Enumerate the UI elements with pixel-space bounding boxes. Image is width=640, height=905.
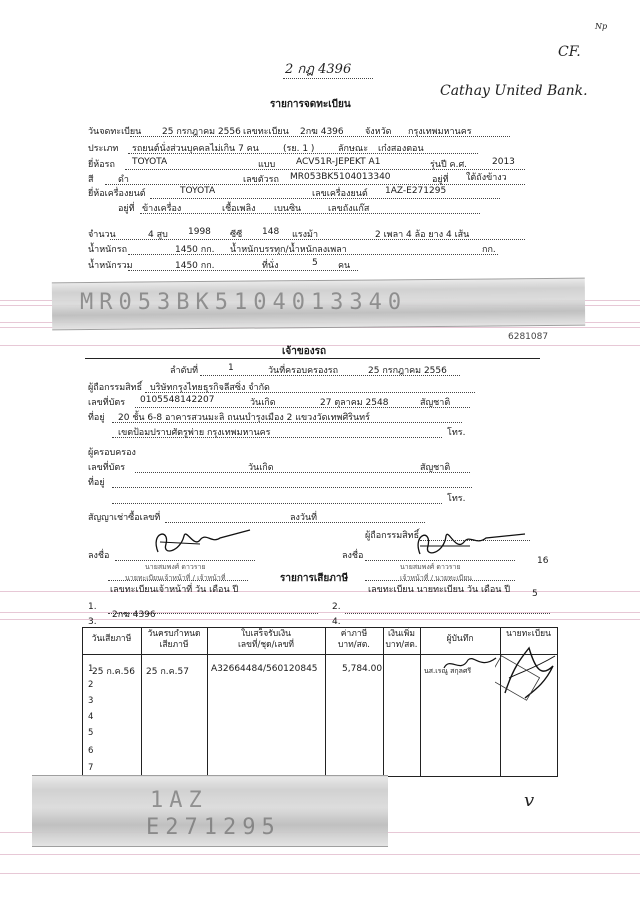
possession-label: วันที่ครอบครองรถ — [268, 366, 339, 376]
tax-header-paid-date: วันเสียภาษี — [91, 634, 132, 644]
owner-section-title: เจ้าของรถ — [282, 346, 327, 357]
address-line1: 20 ชั้น 6-8 อาคารสวนมะลิ ถนนบำรุงเมือง 2 แขวงวัดเทพศิรินทร์ — [118, 413, 370, 423]
document-title: รายการจดทะเบียน — [270, 99, 351, 110]
chassis-value: MR053BK5104013340 — [290, 172, 391, 182]
engine-brand-label: ยี่ห้อเครื่องยนต์ — [88, 189, 146, 199]
load-unit: กก. — [482, 245, 496, 255]
tax-header-registrar: นายทะเบียน — [506, 629, 551, 639]
model-value: ACV51R-JEPEKT A1 — [296, 157, 381, 167]
tax-row-num-3: 3 — [88, 696, 94, 706]
cf-note: CF. — [558, 44, 581, 60]
tax-row-1-receipt: A32664484/560120845 — [211, 664, 318, 674]
sign-label-right: ลงชื่อ — [342, 551, 364, 561]
birth-label: วันเกิด — [250, 398, 276, 408]
tax-row-1-tax: 5,784.00 — [342, 664, 383, 674]
reg-date-label: วันจดทะเบียน — [88, 127, 142, 137]
margin-checkmark: v — [524, 790, 535, 811]
tax-row-num-4: 4 — [88, 712, 94, 722]
contract-label: สัญญาเช่าซื้อเลขที่ — [88, 513, 161, 523]
reg-date-value: 25 กรกฎาคม 2556 — [162, 127, 241, 137]
plate-label: เลขทะเบียน — [243, 127, 289, 137]
color-value: ดำ — [118, 175, 129, 185]
contract-date-label: ลงวันที่ — [290, 513, 318, 523]
type-value: รถยนต์นั่งส่วนบุคคลไม่เกิน 7 คน — [132, 144, 259, 154]
tape-chassis-imprint: MR053BK5104013340 — [80, 290, 408, 315]
officer2-name: นายสมพงศ์ ดาวราย — [400, 563, 461, 571]
hp-value: 148 — [262, 227, 280, 237]
plate-list-value-1: 2กฆ 4396 — [112, 610, 156, 620]
phone2-label: โทร. — [447, 494, 466, 504]
officer1-name: นายสมพงศ์ ดาวราย — [145, 563, 206, 571]
address-label: ที่อยู่ — [88, 413, 105, 423]
margin-number-16: 16 — [537, 556, 549, 566]
tax-header-due-date: วันครบกำหนด เสียภาษี — [147, 629, 201, 650]
year-value: 2013 — [492, 157, 515, 167]
tax-row-num-1: 1 — [88, 664, 94, 674]
bank-note: Cathay United Bank. — [440, 83, 588, 99]
officer1-role: นายทะเบียนเจ้าหน้าที่ / เจ้าหน้าที่ — [125, 574, 226, 582]
gross-value: 1450 กก. — [175, 261, 215, 271]
seats-label: ที่นั่ง — [262, 261, 279, 271]
model-label: แบบ — [258, 160, 276, 170]
plate-list-num-2: 2. — [332, 602, 341, 612]
possession-value: 25 กรกฎาคม 2556 — [368, 366, 447, 376]
tape-engine-imprint-2: E271295 — [146, 815, 281, 840]
color-label: สี — [88, 175, 94, 185]
hp-label: แรงม้า — [292, 230, 319, 240]
tax-row-num-2: 2 — [88, 680, 94, 690]
officer2-role: เจ้าหน้าที่ / นายทะเบียน — [400, 574, 473, 582]
tax-list-title: รายการเสียภาษี — [280, 573, 349, 584]
weight-label: น้ำหนักรถ — [88, 245, 128, 255]
holder-sign-label: ผู้ถือกรรมสิทธิ์ — [365, 531, 420, 541]
chassis-label: เลขตัวรถ — [243, 175, 279, 185]
count-value: 4 สูบ — [148, 230, 168, 240]
tape-engine-imprint-1: 1AZ — [150, 788, 208, 813]
plate-list-num-3: 3. — [88, 617, 97, 627]
cc-label: ซีซี — [230, 230, 243, 240]
engine-loc-value: ข้างเครื่อง — [142, 204, 182, 214]
appearance-label: ลักษณะ — [338, 144, 369, 154]
tax-row-num-7: 7 — [88, 763, 94, 773]
province-label: จังหวัด — [365, 127, 392, 137]
order-value: 1 — [228, 363, 234, 373]
officer1-date: เลขทะเบียนเจ้าหน้าที่ วัน เดือน ปี — [110, 585, 239, 595]
weight-value: 1450 กก. — [175, 245, 215, 255]
year-label: รุ่นปี ค.ศ. — [430, 160, 468, 170]
phone-label: โทร. — [447, 428, 466, 438]
engine-no-label: เลขเครื่องยนต์ — [312, 189, 368, 199]
tax-header-tax: ค่าภาษี บาท/สต. — [337, 629, 371, 650]
plate-list-num-1: 1. — [88, 602, 97, 612]
address2-label: ที่อยู่ — [88, 478, 105, 488]
engine-no-value: 1AZ-E271295 — [385, 186, 447, 196]
nationality-label: สัญชาติ — [420, 398, 451, 408]
plate-list-num-4: 4. — [332, 617, 341, 627]
axles-value: 2 เพลา 4 ล้อ ยาง 4 เส้น — [375, 230, 470, 240]
engine-brand-value: TOYOTA — [180, 186, 216, 196]
birth-value: 27 ตุลาคม 2548 — [320, 398, 389, 408]
address-line2: เขตป้อมปราบศัตรูพ่าย กรุงเทพมหานคร — [118, 428, 271, 438]
id-value: 0105548142207 — [140, 395, 215, 405]
tax-row-1-paid: 25 ก.ค.56 — [92, 667, 135, 677]
tax-header-recorder: ผู้บันทึก — [446, 634, 474, 644]
count-label: จำนวน — [88, 230, 116, 240]
seats-unit: คน — [338, 261, 351, 271]
type-label: ประเภท — [88, 144, 119, 154]
gas-label: เลขถังแก๊ส — [328, 204, 370, 214]
load-label: น้ำหนักบรรทุก/น้ำหนักลงเพลา — [230, 245, 347, 255]
fuel-label: เชื้อเพลิง — [222, 204, 256, 214]
tax-row-num-6: 6 — [88, 746, 94, 756]
chassis-location-value: ใต้ถังข้างว — [466, 173, 507, 183]
holder-value: บริษัทกรุงไทยธุรกิจลีสซิ่ง จำกัด — [150, 383, 270, 393]
appearance-value: เก๋งสองตอน — [378, 144, 424, 154]
signature-left — [140, 522, 260, 562]
plate-value: 2กฆ 4396 — [300, 127, 344, 137]
birth2-label: วันเกิด — [248, 463, 274, 473]
nationality2-label: สัญชาติ — [420, 463, 451, 473]
province-value: กรุงเทพมหานคร — [408, 127, 472, 137]
fuel-value: เบนซิน — [274, 204, 302, 214]
tax-row-num-5: 5 — [88, 728, 94, 738]
signature-right — [400, 524, 530, 564]
holder-label: ผู้ถือกรรมสิทธิ์ — [88, 383, 143, 393]
cc-value: 1998 — [188, 227, 211, 237]
tax-row-1-recorder: นส.เรณู สกุลศรี — [424, 667, 472, 675]
brand-value: TOYOTA — [132, 157, 168, 167]
officer2-date: เลขทะเบียน นายทะเบียน วัน เดือน ปี — [368, 585, 511, 595]
corner-mark: Np — [595, 22, 608, 31]
sign-label-left: ลงชื่อ — [88, 551, 110, 561]
handwritten-plate: 2 กฎ 4396 — [285, 62, 352, 77]
margin-number-5: 5 — [532, 589, 538, 599]
recorder-signature — [440, 652, 500, 676]
id-label: เลขที่บัตร — [88, 398, 126, 408]
registrar-stamp-signature — [495, 638, 565, 708]
order-label: ลำดับที่ — [170, 366, 199, 376]
tape-partial-number: 6281087 — [508, 332, 549, 342]
tax-header-extra: เงินเพิ่ม บาท/สต. — [385, 629, 418, 650]
rl-value: (รย. 1 ) — [283, 144, 315, 154]
engine-loc-label: อยู่ที่ — [118, 204, 135, 214]
seats-value: 5 — [312, 258, 318, 268]
tax-row-1-due: 25 ก.ค.57 — [146, 667, 189, 677]
tax-header-receipt: ใบเสร็จรับเงิน เลขที่/ชุด/เลขที่ — [237, 629, 295, 650]
brand-label: ยี่ห้อรถ — [88, 160, 115, 170]
chassis-location-label: อยู่ที่ — [432, 175, 449, 185]
gross-label: น้ำหนักรวม — [88, 261, 133, 271]
occupant-label: ผู้ครอบครอง — [88, 448, 136, 458]
id2-label: เลขที่บัตร — [88, 463, 126, 473]
